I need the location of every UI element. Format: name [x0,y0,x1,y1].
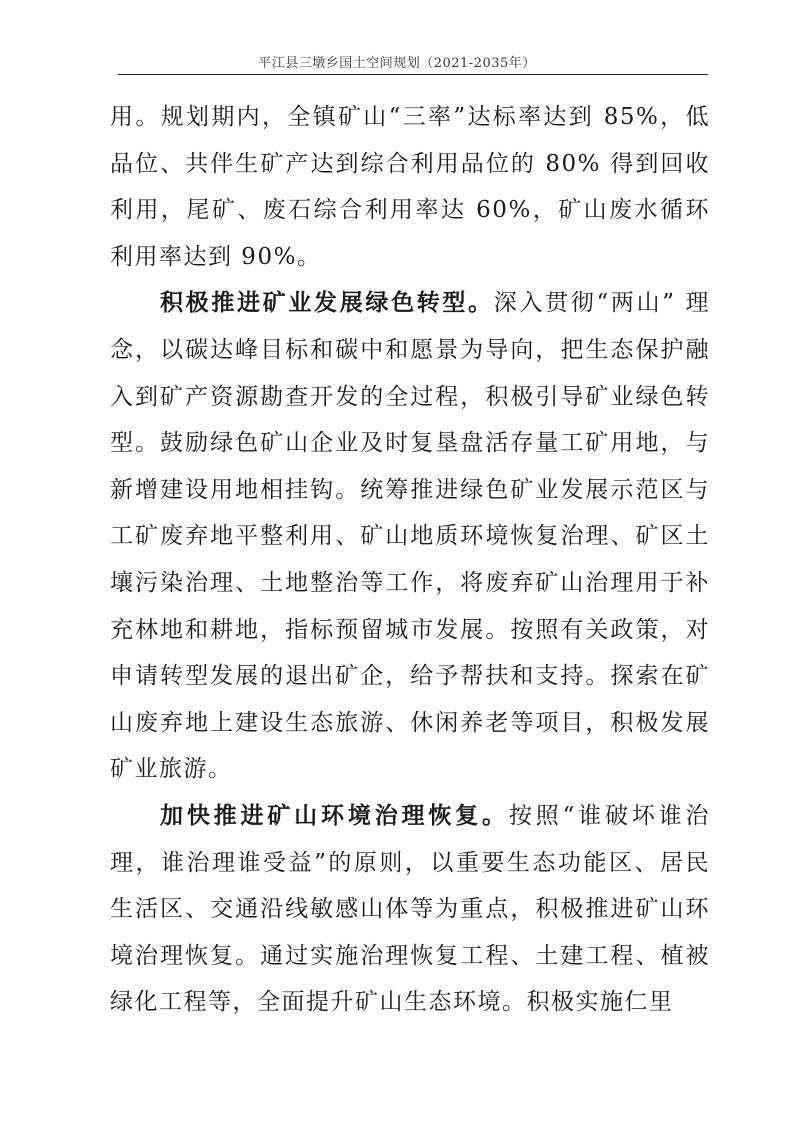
paragraph-text: 深入贯彻“两山” 理念，以碳达峰目标和碳中和愿景为导向，把生态保护融入到矿产资源勘查开发的全过程，积极引导矿业绿色转型。鼓励绿色矿山企业及时复垦盘活存量工矿用地，与新增建设用地相挂钩。统筹推进绿色矿业发展示范区与工矿废弃地平整利用、矿山地质环境恢复治理、矿区土壤污染治理、土地整治等工作，将废弃矿山治理用于补充林地和耕地，指标预留城市发展。按照有关政策，对申请转型发展的退出矿企，给予帮扶和支持。探索在矿山废弃地上建设生态旅游、休闲养老等项目，积极发展矿业旅游。 [110,290,711,783]
paragraph-lead-heading: 加快推进矿山环境治理恢复。 [160,801,509,829]
paragraph-text: 按照“谁破坏谁治理，谁治理谁受益”的原则，以重要生态功能区、居民生活区、交通沿线敏感山体等为重点，积极推进矿山环境治理恢复。通过实施治理恢复工程、土建工程、植被绿化工程等，全面提升矿山生态环境。积极实施仁里 [110,802,711,1016]
header-divider [118,74,708,75]
paragraph-environment-restoration [110,793,710,1026]
paragraph-green-transformation [110,280,710,793]
paragraph-text: 用。规划期内，全镇矿山“三率”达标率达到 85%，低品位、共伴生矿产达到综合利用品位的 80% 得到回收利用，尾矿、废石综合利用率达 60%，矿山废水循环利用率达到 90%。 [110,104,710,270]
running-header: 平江县三墩乡国土空间规划（2021-2035年） [258,56,536,71]
paragraph-lead-heading: 积极推进矿业发展绿色转型。 [160,289,494,317]
paragraph-continuation [110,94,710,280]
document-body [110,94,710,1026]
